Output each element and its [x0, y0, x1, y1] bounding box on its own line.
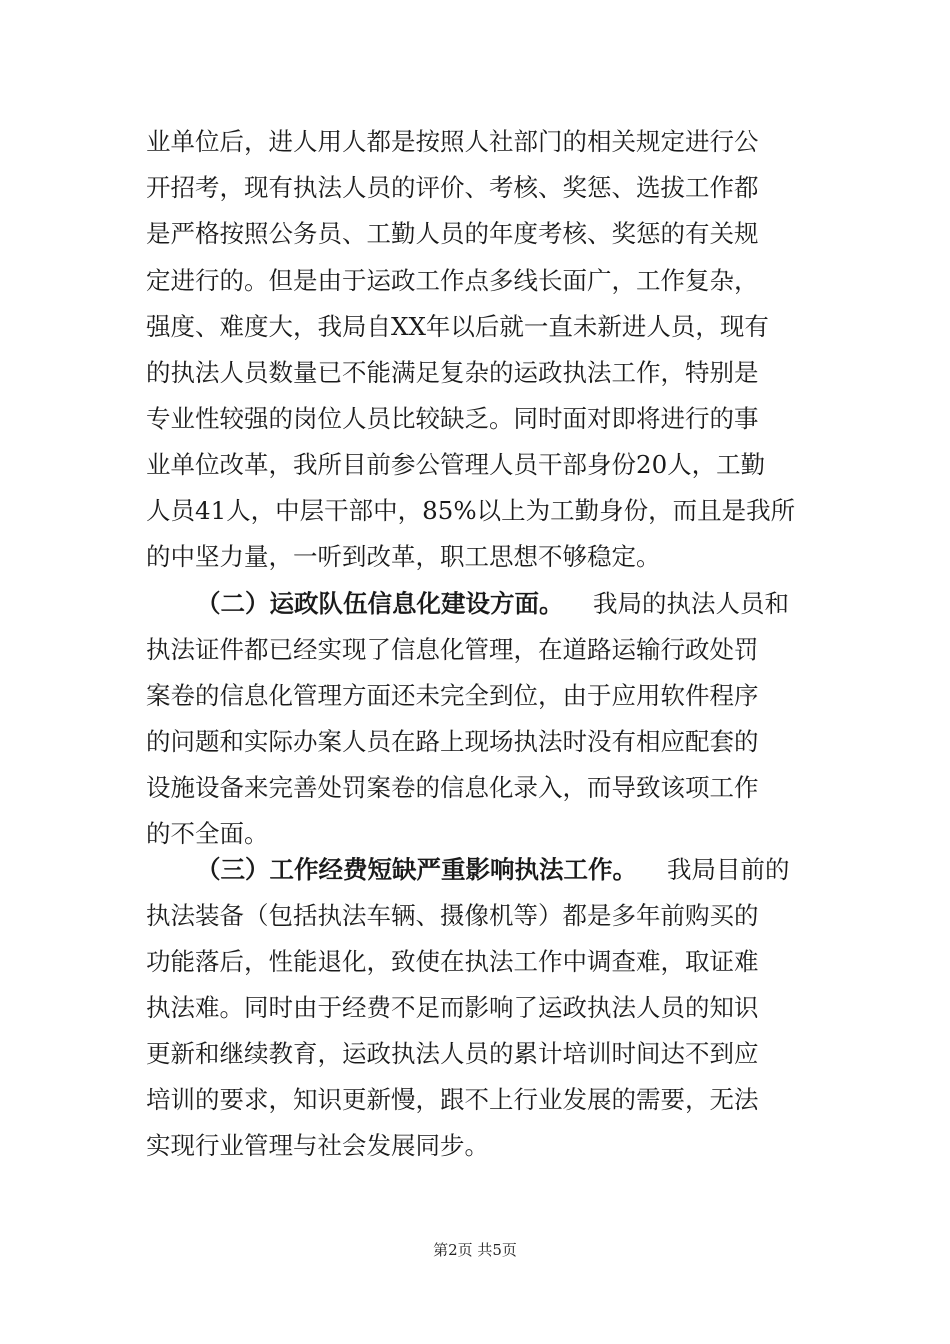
body-line [0, 168, 950, 208]
line-text: 我局的执法人员和 [593, 589, 789, 618]
body-line [0, 537, 950, 577]
body-line [0, 261, 950, 301]
line-text: 案卷的信息化管理方面还未完全到位，由于应用软件程序 [146, 681, 759, 710]
line-text: 业单位改革，我所目前参公管理人员干部身份20人，工勤 [146, 450, 766, 479]
section-heading: （二）运政队伍信息化建设方面。 [196, 589, 564, 618]
line-text: 培训的要求，知识更新慢，跟不上行业发展的需要，无法 [146, 1085, 759, 1114]
line-text: 专业性较强的岗位人员比较缺乏。同时面对即将进行的事 [146, 404, 759, 433]
body-line [0, 630, 950, 670]
body-line [0, 814, 950, 854]
line-text: 人员41人，中层干部中，85%以上为工勤身份，而且是我所 [146, 496, 796, 525]
body-line [0, 676, 950, 716]
line-text: 是严格按照公务员、工勤人员的年度考核、奖惩的有关规 [146, 219, 759, 248]
line-text: 执法难。同时由于经费不足而影响了运政执法人员的知识 [146, 993, 759, 1022]
line-text: 执法装备（包括执法车辆、摄像机等）都是多年前购买的 [146, 901, 759, 930]
line-text: 功能落后，性能退化，致使在执法工作中调查难，取证难 [146, 947, 759, 976]
body-line [0, 399, 950, 439]
line-text: 设施设备来完善处罚案卷的信息化录入，而导致该项工作 [146, 773, 759, 802]
body-line [0, 214, 950, 254]
line-text: 的不全面。 [146, 819, 269, 848]
line-text: 业单位后，进人用人都是按照人社部门的相关规定进行公 [146, 127, 759, 156]
body-line [0, 722, 950, 762]
line-text: 执法证件都已经实现了信息化管理，在道路运输行政处罚 [146, 635, 759, 664]
line-text: 的中坚力量，一听到改革，职工思想不够稳定。 [146, 542, 661, 571]
line-text: 我局目前的 [667, 855, 790, 884]
section-heading-line [0, 850, 950, 890]
page-number-footer: 第2页 共5页 [433, 1241, 517, 1259]
body-line [0, 491, 950, 531]
line-text: 开招考，现有执法人员的评价、考核、奖惩、选拔工作都 [146, 173, 759, 202]
body-line [0, 1080, 950, 1120]
line-text: 定进行的。但是由于运政工作点多线长面广，工作复杂， [146, 266, 759, 295]
line-text: 强度、难度大，我局自XX年以后就一直未新进人员，现有 [146, 312, 769, 341]
body-line [0, 1034, 950, 1074]
line-text: 实现行业管理与社会发展同步。 [146, 1131, 489, 1160]
line-text: 的执法人员数量已不能满足复杂的运政执法工作，特别是 [146, 358, 759, 387]
body-line [0, 445, 950, 485]
line-text: 的问题和实际办案人员在路上现场执法时没有相应配套的 [146, 727, 759, 756]
body-line [0, 942, 950, 982]
section-heading-line [0, 584, 950, 624]
body-line [0, 768, 950, 808]
body-line [0, 1126, 950, 1166]
section-heading: （三）工作经费短缺严重影响执法工作。 [196, 855, 637, 884]
body-line [0, 353, 950, 393]
body-line [0, 988, 950, 1028]
body-line [0, 122, 950, 162]
body-line [0, 896, 950, 936]
body-line [0, 307, 950, 347]
line-text: 更新和继续教育，运政执法人员的累计培训时间达不到应 [146, 1039, 759, 1068]
